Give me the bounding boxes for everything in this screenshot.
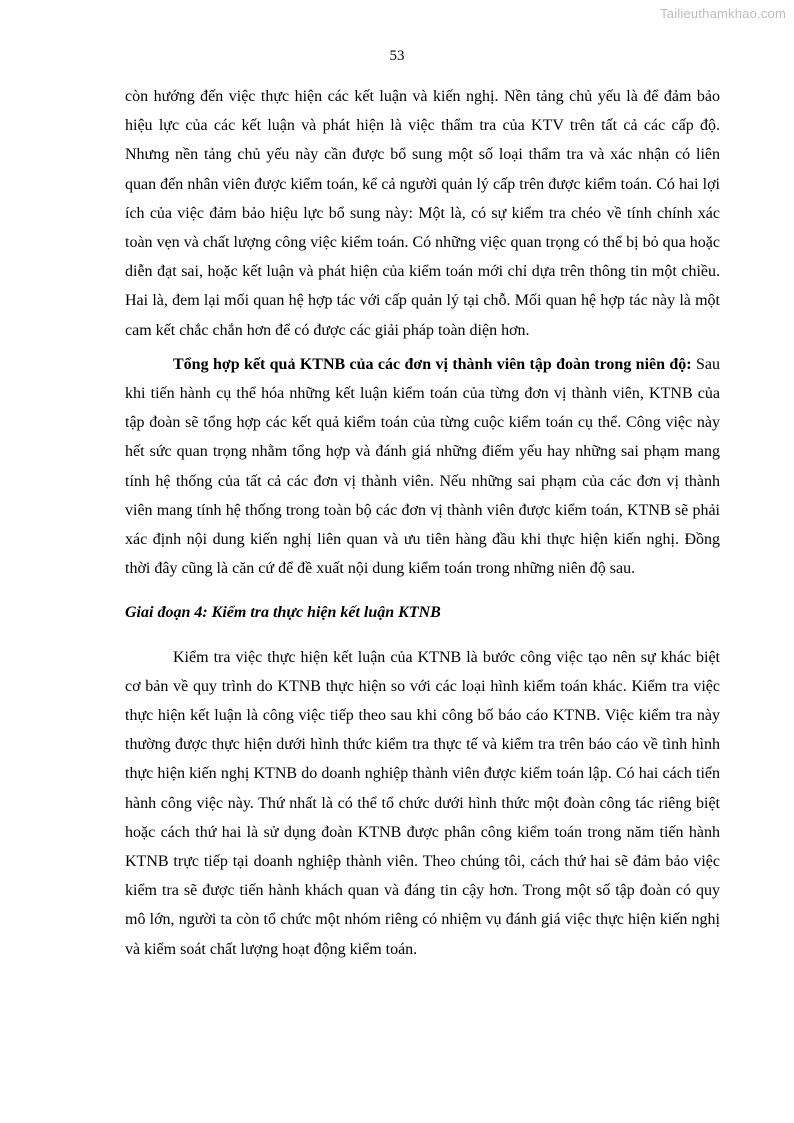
paragraph-stage-4: Kiểm tra việc thực hiện kết luận của KTNB là bước công việc tạo nên sự khác biệt cơ bản về quy trình do KTNB thực hiện so với các loại hình kiểm toán khác. Kiểm tra việc thực hiện kết luận là công việc tiếp theo sau khi công bố báo cáo KTNB. Việc kiểm tra này thường được thực hiện dưới hình thức kiểm tra thực tế và kiểm tra trên báo cáo về tình hình thực hiện kiến nghị KTNB do doanh nghiệp thành viên được kiểm toán lập. Có hai cách tiến hành công việc này. Thứ nhất là có thể tổ chức dưới hình thức một đoàn công tác riêng biệt hoặc cách thứ hai là sử dụng đoàn KTNB được phân công kiểm toán trong năm tiến hành KTNB trực tiếp tại doanh nghiệp thành viên. Theo chúng tôi, cách thứ hai sẽ đảm bảo việc kiểm tra sẽ được tiến hành khách quan và đáng tin cậy hơn. Trong một số tập đoàn có quy mô lớn, người ta còn tổ chức một nhóm riêng có nhiệm vụ đánh giá việc thực hiện kiến nghị và kiểm soát chất lượng hoạt động kiểm toán. — [125, 648, 720, 958]
paragraph-summary — [125, 350, 720, 584]
document-body — [125, 82, 720, 964]
page-number: 53 — [389, 48, 405, 64]
watermark-text: Tailieuthamkhao.com — [660, 6, 786, 21]
section-heading: Giai đoạn 4: Kiểm tra thực hiện kết luận KTNB — [125, 604, 441, 622]
paragraph-continuation: còn hướng đến việc thực hiện các kết luận và kiến nghị. Nền tảng chủ yếu là để đảm bảo hiệu lực của các kết luận và phát hiện là việc thẩm tra của KTV trên tất cả các cấp độ. Nhưng nền tảng chủ yếu này cần được bổ sung một số loại thẩm tra và xác nhận có liên quan đến nhân viên được kiểm toán, kể cả người quản lý cấp trên được kiểm toán. Có hai lợi ích của việc đảm bảo hiệu lực bổ sung này: Một là, có sự kiểm tra chéo về tính chính xác toàn vẹn và chất lượng công việc kiểm toán. Có những việc quan trọng có thể bị bỏ qua hoặc diễn đạt sai, hoặc kết luận và phát hiện của kiểm toán mới chỉ dựa trên thông tin một chiều. Hai là, đem lại mối quan hệ hợp tác với cấp quản lý tại chỗ. Mối quan hệ hợp tác này là một cam kết chắc chắn hơn để có được các giải pháp toàn diện hơn. — [125, 88, 720, 339]
paragraph-summary-text: Sau khi tiến hành cụ thể hóa những kết luận kiểm toán của từng đơn vị thành viên, KTNB của tập đoàn sẽ tổng hợp các kết quả kiểm toán của từng cuộc kiểm toán cụ thể. Công việc này hết sức quan trọng nhằm tổng hợp và đánh giá những điểm yếu hay những sai phạm mang tính hệ thống của tất cả các đơn vị thành viên. Nếu những sai phạm của các đơn vị thành viên mang tính hệ thống trong toàn bộ các đơn vị thành viên được kiểm toán, KTNB sẽ phải xác định nội dung kiến nghị liên quan và ưu tiên hàng đầu khi thực hiện kiến nghị. Đồng thời đây cũng là căn cứ để đề xuất nội dung kiểm toán trong những niên độ sau. — [125, 355, 720, 578]
paragraph-summary-lead: Tổng hợp kết quả KTNB của các đơn vị thành viên tập đoàn trong niên độ: — [173, 355, 692, 373]
